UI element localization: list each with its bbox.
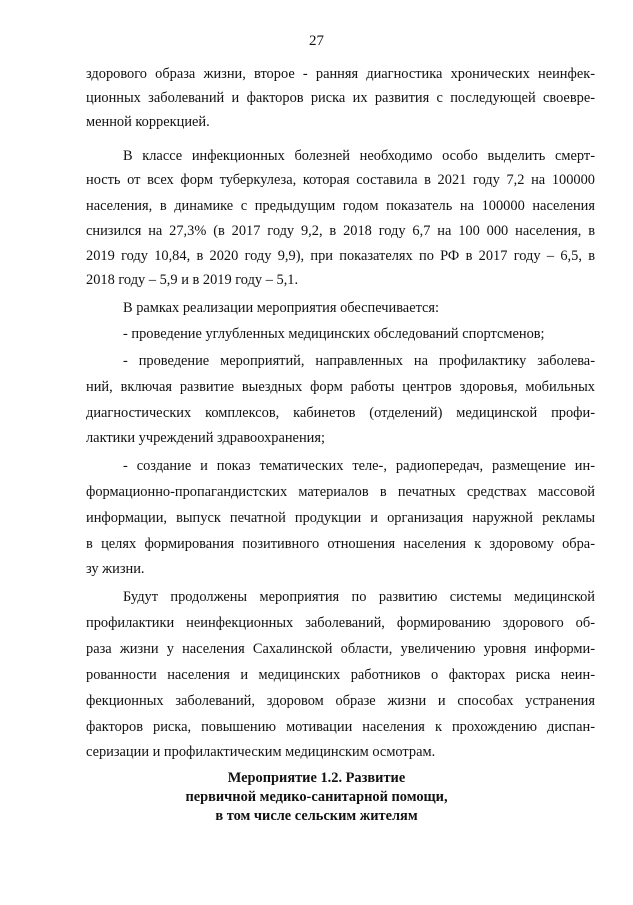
intro-line: менной коррекцией. (86, 114, 210, 130)
section-heading-line: Мероприятие 1.2. Развитие (227, 770, 406, 786)
intro-line: здорового образа жизни, второе - ранняя диагностика хронических неинфек- (86, 66, 595, 82)
bullet-item-line: лактики учреждений здравоохранения; (86, 430, 325, 446)
future-paragraph-line: фекционных заболеваний, здоровом образе жизни и способах устранения (86, 693, 595, 709)
bullet-item-line: диагностических комплексов, кабинетов (отделений) медицинской профи- (86, 405, 595, 421)
tb-paragraph-line: ность от всех форм туберкулеза, которая составила в 2021 году 7,2 на 100000 (86, 172, 595, 188)
tb-paragraph-line: 2019 году 10,84, в 2020 году 9,9), при показателях по РФ в 2017 году – 6,5, в (86, 248, 595, 264)
section-heading-line: в том числе сельским жителям (215, 808, 418, 824)
bullet-item-line: в целях формирования позитивного отношения населения к здоровому обра- (86, 536, 595, 552)
future-paragraph-line: профилактики неинфекционных заболеваний, формированию здорового об- (86, 615, 595, 631)
future-paragraph-line: Будут продолжены мероприятия по развитию системы медицинской (123, 589, 595, 605)
bullet-item-line: - проведение мероприятий, направленных на профилактику заболева- (123, 353, 595, 369)
bullet-item-line: ний, включая развитие выездных форм работы центров здоровья, мобильных (86, 379, 595, 395)
bullet-item-line: - создание и показ тематических теле-, радиопередач, размещение ин- (123, 458, 595, 474)
bullet-item-line: зу жизни. (86, 561, 145, 577)
bullet-item-line: формационно-пропагандистских материалов в печатных средствах массовой (86, 484, 595, 500)
future-paragraph-line: серизации и профилактическим медицинским осмотрам. (86, 744, 436, 760)
tb-paragraph-line: снизился на 27,3% (в 2017 году 9,2, в 2018 году 6,7 на 100 000 населения, в (86, 223, 595, 239)
bullet-item: - проведение углубленных медицинских обследований спортсменов; (123, 326, 545, 342)
intro-line: ционных заболеваний и факторов риска их развития с последующей своевре- (86, 90, 595, 106)
future-paragraph-line: рованности населения и медицинских работников о факторах риска неин- (86, 667, 595, 683)
bullet-item-line: информации, выпуск печатной продукции и организация наружной рекламы (86, 510, 595, 526)
future-paragraph-line: раза жизни у населения Сахалинской области, увеличению уровня информи- (86, 641, 595, 657)
section-heading-line: первичной медико-санитарной помощи, (185, 789, 448, 805)
tb-paragraph-line: 2018 году – 5,9 и в 2019 году – 5,1. (86, 272, 299, 288)
measures-intro: В рамках реализации мероприятия обеспечивается: (123, 300, 440, 316)
future-paragraph-line: факторов риска, повышению мотивации населения к прохождению диспан- (86, 719, 595, 735)
tb-paragraph-line: населения, в динамике с предыдущим годом показатель на 100000 населения (86, 198, 595, 214)
page-number: 27 (309, 33, 324, 49)
tb-paragraph-line: В классе инфекционных болезней необходимо особо выделить смерт- (123, 148, 595, 164)
